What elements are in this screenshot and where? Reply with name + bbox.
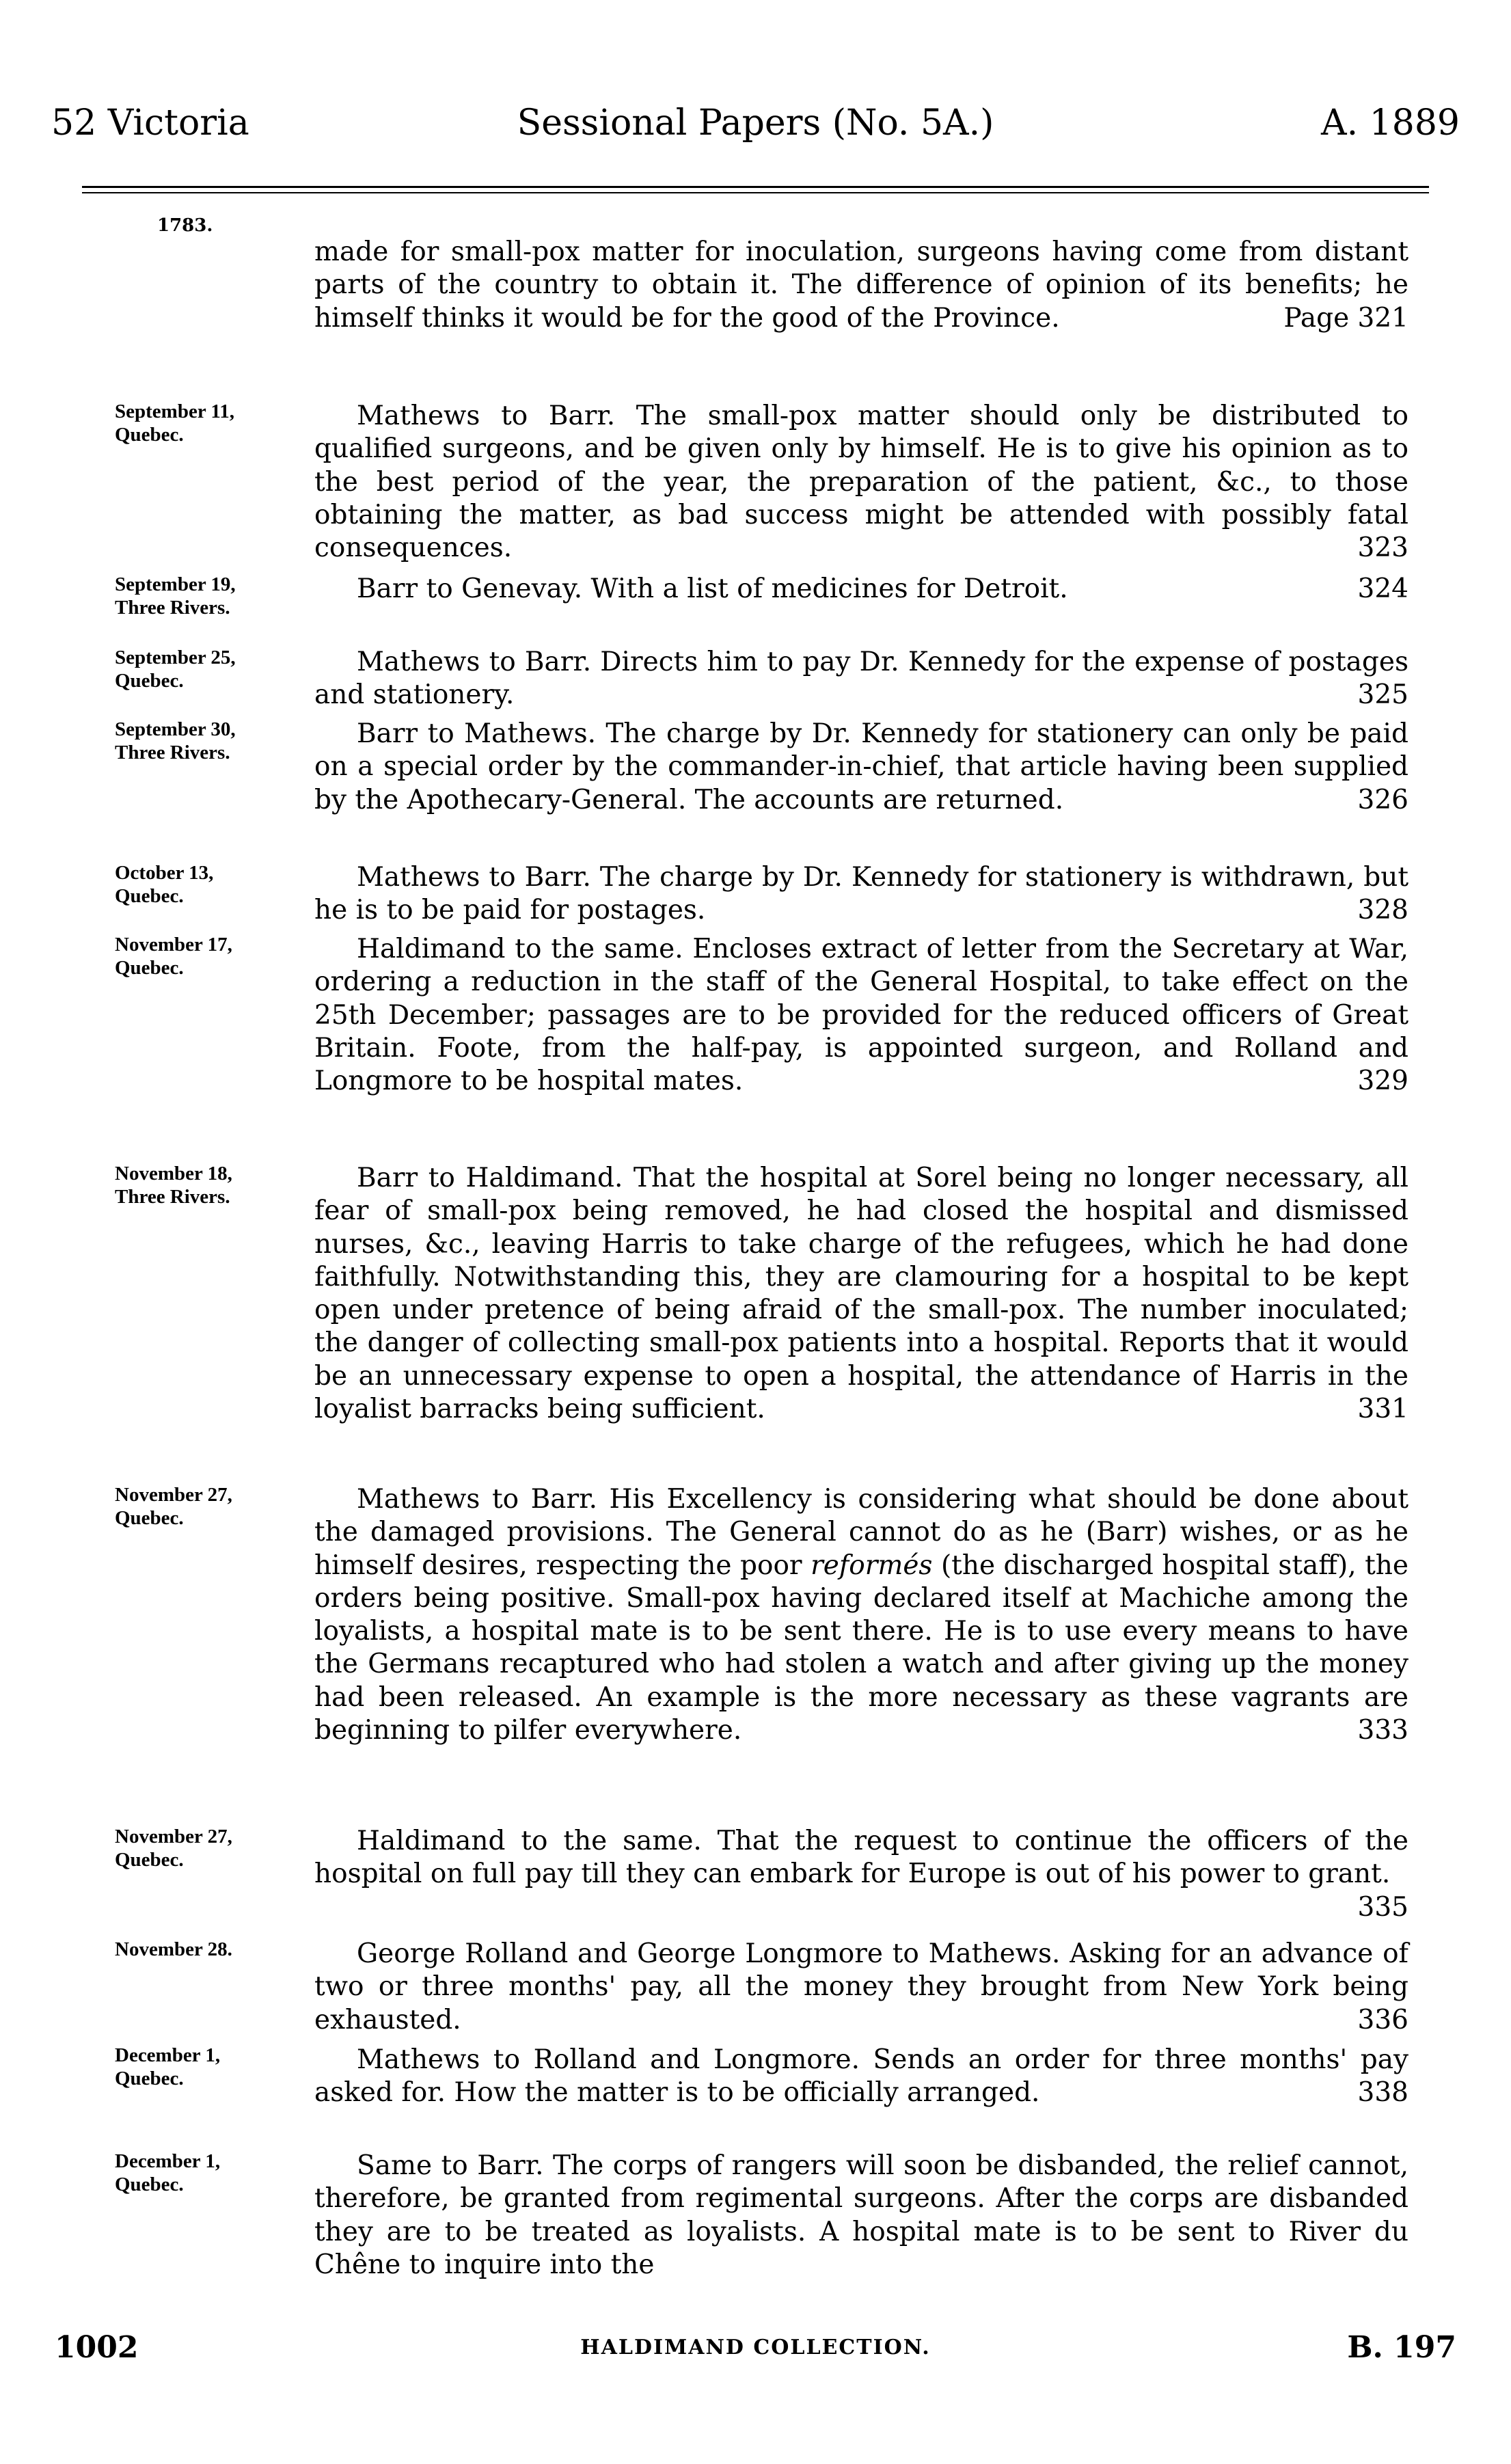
entry-text: Same to Barr. The corps of rangers will soon be disbanded, the relief cannot, therefore, be granted from regimental surgeons. After the corps are disbanded they are to be treated as loyalists. A hospital mate is to be sent to River du Chêne to inquire into the: [314, 2150, 1408, 2280]
header-right: A. 1889: [1321, 103, 1460, 144]
page-ref: 324: [1357, 573, 1408, 604]
page-ref: 331: [1357, 1394, 1408, 1425]
entry-date: November 18, Three Rivers.: [115, 1163, 232, 1208]
entry-date: November 27, Quebec.: [115, 1484, 232, 1529]
page-ref: Page 321: [1283, 302, 1408, 334]
entry-text: Barr to Haldimand. That the hospital at Sorel being no longer necessary, all fear of small-pox being removed, he had closed the hospital and dismissed nurses, &c., leaving Harris to take charge of the refugees, which he had done faithfully. Notwithstanding this, they are clamouring for a hospital to be kept open under pretence of being afraid of the small-pox. The number inoculated; the danger of collecting small-pox patients into a hospital. Reports that it would be an unnecessary expense to open a hospital, the attendance of Harris in the loyalist barracks being sufficient. 331: [314, 1162, 1408, 1426]
year-label: 1783.: [157, 215, 213, 236]
page-ref: 336: [1357, 2004, 1408, 2035]
entry-date: November 27, Quebec.: [115, 1826, 232, 1871]
footer-page-number: 1002: [55, 2330, 139, 2365]
page-ref: 328: [1357, 895, 1408, 926]
entry-text: Haldimand to the same. Encloses extract of letter from the Secretary at War, ordering a reduction in the staff of the General Hospital, to take effect on the 25th December; passages are to be provided for the reduced officers of Great Britain. Foote, from the half-pay, is appointed surgeon, and Rolland and Longmore to be hospital mates. 329: [314, 933, 1408, 1098]
page-ref: 333: [1357, 1715, 1408, 1746]
entry-date: September 11, Quebec.: [115, 401, 235, 446]
entry-text: George Rolland and George Longmore to Mathews. Asking for an advance of two or three months' pay, all the money they brought from New York being exhausted. 336: [314, 1938, 1408, 2037]
page-footer: [55, 2324, 1456, 2372]
page-ref: 325: [1357, 679, 1408, 711]
footer-signature-mark: B. 197: [1347, 2330, 1456, 2365]
entry-date: December 1, Quebec.: [115, 2150, 221, 2195]
page-header: [51, 92, 1460, 154]
footer-collection-title: HALDIMAND COLLECTION.: [580, 2336, 931, 2359]
entry-date: December 1, Quebec.: [115, 2044, 221, 2089]
italic-term: reformés: [811, 1549, 933, 1581]
entry-text: Mathews to Barr. The charge by Dr. Kennedy for stationery is withdrawn, but he is to be paid for postages. 328: [314, 861, 1408, 928]
entry-text: made for small-pox matter for inoculation, surgeons having come from distant parts of the country to obtain it. The difference of opinion of its benefits; he himself thinks it would be for the good of the Province. Page 321: [314, 236, 1408, 335]
header-rule-thick: [82, 186, 1429, 188]
header-center: Sessional Papers (No. 5A.): [517, 103, 994, 144]
entry-date: October 13, Quebec.: [115, 862, 214, 907]
page-ref: 323: [1357, 532, 1408, 564]
entry-text: Mathews to Barr. The small-pox matter should only be distributed to qualified surgeons, and be given only by himself. He is to give his opinion as to the best period of the year, the preparation of the patient, &c., to those obtaining the matter, as bad success might be attended with possibly fatal consequences. 323: [314, 400, 1408, 565]
entry-text: Mathews to Barr. His Excellency is considering what should be done about the damaged provisions. The General cannot do as he (Barr) wishes, or as he himself desires, respecting the poor reformés (the discharged hospital staff), the orders being positive. Small-pox having declared itself at Machiche among the loyalists, a hospital mate is to be sent there. He is to use every means to have the Germans recaptured who had stolen a watch and after giving up the money had been released. An example is the more necessary as these vagrants are beginning to pilfer everywhere. 333: [314, 1483, 1408, 1747]
entry-date: September 19, Three Rivers.: [115, 573, 236, 619]
entry-text: Mathews to Rolland and Longmore. Sends an order for three months' pay asked for. How the matter is to be officially arranged. 338: [314, 2044, 1408, 2110]
page-ref: 338: [1357, 2077, 1408, 2109]
entry-date: September 30, Three Rivers.: [115, 718, 236, 763]
entry-text: Mathews to Barr. Directs him to pay Dr. Kennedy for the expense of postages and stationery. 325: [314, 646, 1408, 712]
entry-date: November 17, Quebec.: [115, 934, 232, 979]
entry-text: Barr to Mathews. The charge by Dr. Kennedy for stationery can only be paid on a special order by the commander-in-chief, that article having been supplied by the Apothecary-General. The accounts are returned. 326: [314, 718, 1408, 817]
entry-date: November 28.: [115, 1938, 232, 1960]
page-ref: 329: [1357, 1066, 1408, 1097]
header-rule-thin: [82, 192, 1429, 193]
page-ref: 326: [1357, 784, 1408, 815]
entry-text: Haldimand to the same. That the request to continue the officers of the hospital on full pay till they can embark for Europe is out of his power to grant. 335: [314, 1825, 1408, 1924]
entry-text: Barr to Genevay. With a list of medicines for Detroit. 324: [314, 573, 1408, 606]
page-ref: 335: [1357, 1891, 1408, 1923]
entry-date: September 25, Quebec.: [115, 647, 236, 692]
header-left: 52 Victoria: [51, 103, 249, 144]
